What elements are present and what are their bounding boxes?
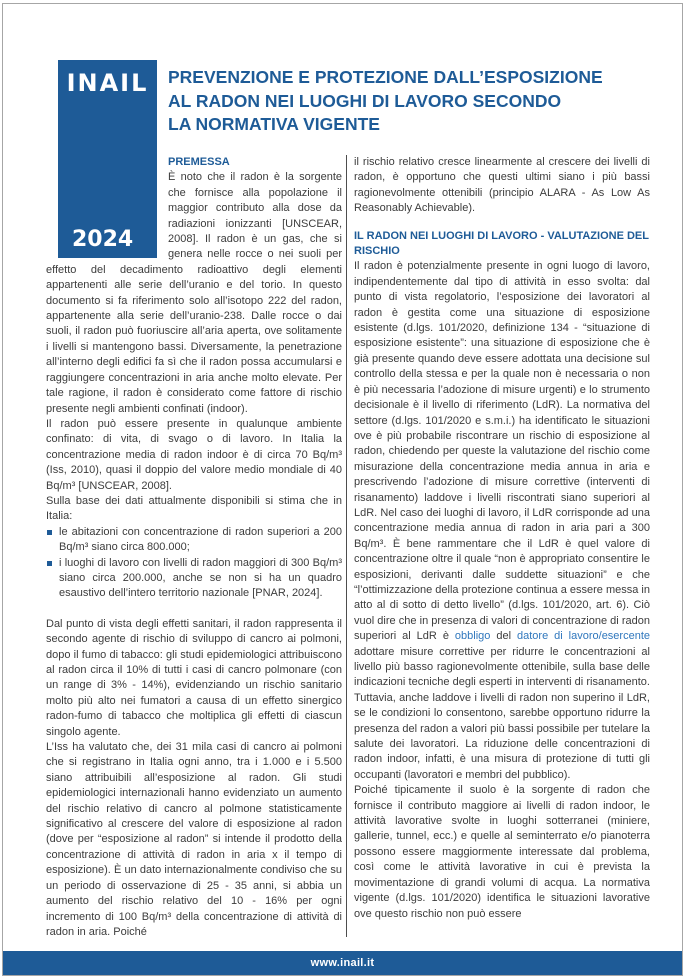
section-heading-valutazione-rischio: IL RADON NEI LUOGHI DI LAVORO - VALUTAZIONE DEL RISCHIO [354, 229, 649, 258]
link-obbligo[interactable]: obbligo [454, 630, 491, 643]
bullet-square-icon [47, 530, 52, 535]
bullet-list [46, 525, 342, 602]
title-line-3: LA NORMATIVA VIGENTE [168, 114, 380, 134]
paragraph: il rischio relativo cresce linearmente al crescere dei livelli di radon, è opportuno che questi ultimi siano i più bassi ragionevolmente ottenibili (principio ALARA - As Low As Reasonably Achievable). [354, 156, 650, 215]
logo-box-spacer [46, 155, 168, 258]
list-item [46, 525, 342, 556]
right-column [354, 155, 650, 940]
title-line-2: AL RADON NEI LUOGHI DI LAVORO SECONDO [168, 90, 562, 111]
paragraph: Il radon può essere presente in qualunque ambiente confinato: di vita, di svago o di lavoro. In Italia la concentrazione media di radon indoor è di circa 70 Bq/m³ (Iss, 2010), quasi il doppio del valore medio mondiale di 40 Bq/m³ [UNSCEAR, 2008]. [46, 417, 342, 492]
list-item [46, 556, 342, 602]
left-column [46, 155, 342, 940]
paragraph [354, 259, 650, 783]
paragraph: Sulla base dei dati attualmente disponibili si stima che in Italia: [46, 494, 342, 523]
paragraph: È noto che il radon è la sorgente che fornisce alla popolazione il maggior contributo alla dose da radiazioni ionizzanti [UNSCEAR, 2008]. Il radon è un gas, che si genera nelle rocce o nei suoli per effetto del decadimento radioattivo degli elementi appartenenti alle serie dell’uranio e del torio. In questo documento si fa riferimento solo all’isotopo 222 del radon, appartenente alla serie dell’uranio-238. Dalle rocce o dai suoli, il radon può fuoriuscire all’aria aperta, ove solitamente i livelli si mantengono bassi. Diversamente, la penetrazione all’interno degli edifici fa sì che il radon possa accumularsi e raggiungere concentrazioni in aria anche molto elevate. Per tale ragione, il radon è considerato come fattore di rischio presente negli ambienti confinati (indoor). [46, 171, 342, 415]
paragraph-segment: del [490, 630, 517, 643]
list-item-text: le abitazioni con concentrazione di radon superiori a 200 Bq/m³ siano circa 800.000; [59, 525, 342, 554]
list-item-text: i luoghi di lavoro con livelli di radon maggiori di 300 Bq/m³ siano circa 200.000, anche se non si ha un quadro esaustivo dell’intero territorio nazionale [PNAR, 2024]. [59, 556, 342, 600]
footer-url[interactable]: www.inail.it [310, 957, 375, 969]
paragraph: L’Iss ha valutato che, dei 31 mila casi di cancro ai polmoni che si registrano in Italia ogni anno, tra i 1.000 e i 5.500 siano attribuibili all’esposizione al radon. Gli studi epidemiologici internazionali hanno evidenziato un aumento del rischio relativo di cancro al polmone statisticamente significativo al crescere del valore di esposizione al radon (dove per “esposizione al radon” si intende il prodotto della concentrazione di attività di radon in aria x il tempo di esposizione). È un dato internazionalmente condiviso che su un periodo di osservazione di 25 - 35 anni, si abbia un aumento del rischio relativo del 10 - 16% per ogni incremento di 100 Bq/m³ della concentrazione di attività di radon in aria. Poiché [46, 741, 342, 938]
year-label: 2024 [72, 227, 134, 252]
paragraph-segment: adottare misure correttive per ridurre le concentrazioni al livello più basso ragionevolmente ottenibile, sulla base delle indicazioni tecniche degli esperti in interventi di risanamento. Tuttavia, anche laddove i livelli di radon non superino il LdR, se le condizioni lo consentono, sarebbe opportuno ridurre la presenza del radon a valori più bassi possibile per tutelare la salute dei lavoratori. La riduzione delle concentrazioni di radon indoor, infatti, è una misura di protezione di tutti gli occupanti (lavoratori e membri del pubblico). [354, 645, 650, 781]
bullet-square-icon [47, 561, 52, 566]
section-heading-premessa: PREMESSA [168, 156, 230, 168]
title-line-1: PREVENZIONE E PROTEZIONE DALL’ESPOSIZIONE [168, 67, 603, 87]
paragraph: Poiché tipicamente il suolo è la sorgente di radon che fornisce il contributo maggiore ai livelli di radon indoor, le attività lavorative svolte in luoghi sotterranei (miniere, gallerie, tunnel, ecc.) e quelle al seminterrato e/o pianoterra possono essere maggiormente interessate dal problema, così come le attività lavorative in cui è prevista la movimentazione di grandi volumi di acqua. La normativa vigente (d.lgs. 101/2020) identifica le situazioni lavorative ove questo rischio non può essere [354, 784, 650, 920]
inail-logo: INAIL [66, 69, 149, 97]
document-page [2, 3, 683, 976]
footer-bar [3, 951, 682, 975]
text-columns [46, 155, 650, 940]
paragraph: Dal punto di vista degli effetti sanitari, il radon rappresenta il secondo agente di rischio di sviluppo di cancro ai polmoni, dopo il fumo di tabacco: gli studi epidemiologici attribuiscono al radon circa il 10% di tutti i casi di cancro polmonare (con un range di 3% - 14%), evidenziando un rischio sanitario molto più alto nei fumatori a causa di un effetto sinergico radon-fumo di tabacco che moltiplica gli effetti di ciascun singolo agente. [46, 617, 342, 738]
document-title [168, 66, 648, 137]
column-divider [346, 155, 347, 937]
link-datore-di-lavoro-esercente[interactable]: datore di lavoro/esercente [517, 630, 650, 643]
paragraph-segment: Il radon è potenzialmente presente in ogni luogo di lavoro, indipendentemente dal tipo di attività in esso svolta: dal punto di vista regolatorio, l’esposizione dei lavoratori al radon è gestita come una situazione di esposizione esistente (d.lgs. 101/2020, definizione 134 - “situazione di esposizione esistente”: una situazione di esposizione che è già presente quando deve essere adottata una decisione sul controllo della stessa e per la quale non è necessaria o non è più necessaria l’adozione di misure urgenti) e lo strumento decisionale è il livello di riferimento (LdR). La normativa del settore (d.lgs. 101/2020 e s.m.i.) ha identificato le situazioni ove è più probabile riscontrare un rischio di esposizione al radon, chiedendo per queste la valutazione del rischio come misurazione della concentrazione media annua in aria e prescrivendo l’adozione di misure correttive (interventi di risanamento) laddove i livelli riscontrati siano superiori al LdR. Nel caso dei luoghi di lavoro, il LdR corrisponde ad una concentrazione media annua di radon in aria pari a 300 Bq/m³. È bene rammentare che il LdR è quel valore di concentrazione oltre il quale “non è appropriato consentire le esposizioni, derivanti dalle suddette situazioni” e che “l’ottimizzazione della protezione continua a essere messa in atto al di sotto di detto livello” (d.lgs. 101/2020, art. 6). Ciò vuol dire che in presenza di valori di concentrazione di radon superiori al LdR è [354, 260, 650, 643]
